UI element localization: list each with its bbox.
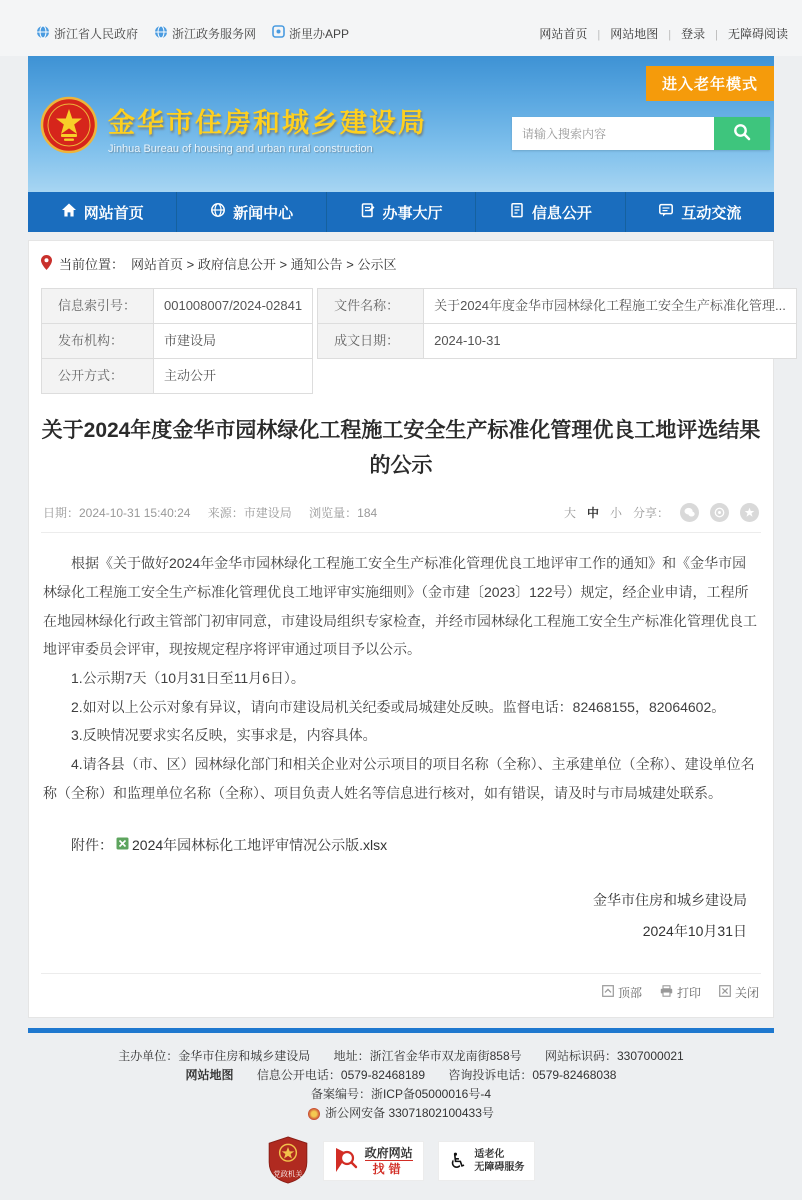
national-emblem-logo bbox=[40, 96, 98, 159]
chevron-up-icon bbox=[602, 985, 614, 1000]
footer-info-tel: 信息公开电话：0579-82468189 bbox=[256, 1068, 425, 1083]
globe-icon bbox=[36, 25, 50, 42]
elder-badge-line2: 无障碍服务 bbox=[474, 1162, 525, 1174]
close-label: 关闭 bbox=[734, 986, 759, 1001]
index-number-value: 001008007/2024-02841 bbox=[164, 298, 303, 313]
footer-sitemap-link[interactable]: 网站地图 bbox=[185, 1068, 234, 1083]
attachment-label: 附件： bbox=[71, 837, 113, 854]
table-row bbox=[41, 288, 313, 324]
excel-file-icon bbox=[116, 837, 129, 853]
home-icon bbox=[61, 202, 77, 222]
topbar-link-label: 浙江省人民政府 bbox=[54, 26, 139, 41]
nav-item-label: 网站首页 bbox=[83, 204, 144, 222]
document-icon bbox=[509, 202, 525, 222]
close-icon bbox=[719, 985, 731, 1000]
site-title: 金华市住房和城乡建设局 bbox=[108, 107, 427, 138]
police-badge-icon bbox=[308, 1108, 320, 1120]
breadcrumb-prefix: 当前位置： bbox=[59, 257, 125, 272]
article-date: 日期：2024-10-31 15:40:24 bbox=[43, 506, 191, 521]
share-wechat-icon[interactable] bbox=[680, 503, 699, 522]
site-banner bbox=[28, 56, 774, 192]
nav-item-label: 信息公开 bbox=[531, 204, 592, 222]
footer-icp-link[interactable]: 备案编号：浙ICP备05000016号-4 bbox=[310, 1087, 492, 1102]
doc-info-right-column bbox=[317, 288, 797, 394]
printer-icon bbox=[660, 985, 673, 1000]
nav-item-label: 互动交流 bbox=[681, 204, 742, 222]
doc-name-value: 关于2024年度金华市园林绿化工程施工安全生产标准化管理... bbox=[434, 298, 786, 313]
footer-complaint-tel: 咨询投诉电话：0579-82468038 bbox=[448, 1068, 617, 1083]
nav-item-service-hall[interactable] bbox=[327, 192, 476, 232]
police-label: 浙公网安备 33071802100433号 bbox=[325, 1106, 494, 1121]
share-label: 分享： bbox=[632, 506, 669, 521]
disclosure-method-label: 公开方式： bbox=[42, 359, 154, 393]
nav-item-interaction[interactable] bbox=[626, 192, 774, 232]
nav-item-label: 办事大厅 bbox=[382, 204, 443, 222]
font-size-small-button[interactable]: 小 bbox=[609, 506, 622, 521]
footer-line-3 bbox=[0, 1087, 802, 1102]
footer bbox=[0, 1033, 802, 1187]
print-button[interactable] bbox=[660, 984, 701, 1001]
search-button[interactable] bbox=[714, 117, 770, 150]
attachment-row bbox=[43, 835, 759, 855]
signoff-date: 2024年10月31日 bbox=[642, 923, 747, 940]
article-meta-bar bbox=[41, 503, 761, 533]
publisher-value: 市建设局 bbox=[164, 333, 217, 348]
font-size-medium-button[interactable]: 中 bbox=[586, 506, 599, 521]
footer-line-2 bbox=[0, 1068, 802, 1083]
nav-item-info-disclosure[interactable] bbox=[476, 192, 625, 232]
main-nav bbox=[28, 192, 774, 232]
paragraph: 4.请各县（市、区）园林绿化部门和相关企业对公示项目的项目名称（全称）、主承建单位（全称）、建设单位名称（全称）和监理单位名称（全称）、项目负责人姓名等信息进行核对，如有错误，请及时与市局城建处联系。 bbox=[43, 756, 755, 801]
table-row bbox=[41, 358, 313, 394]
back-to-top-label: 顶部 bbox=[617, 986, 642, 1001]
site-brand[interactable] bbox=[40, 96, 427, 159]
doc-name-label: 文件名称： bbox=[318, 289, 424, 323]
elder-mode-button[interactable]: 进入老年模式 bbox=[646, 66, 774, 101]
chat-bubble-icon bbox=[658, 202, 674, 222]
topbar-link-label: 浙江政务服务网 bbox=[172, 26, 257, 41]
footer-line-4 bbox=[0, 1106, 802, 1124]
nav-item-news[interactable] bbox=[177, 192, 326, 232]
search-bar bbox=[512, 117, 770, 150]
paragraph: 1.公示期7天（10月31日至11月6日）。 bbox=[71, 670, 305, 687]
breadcrumb-path[interactable]: 网站首页 > 政府信息公开 > 通知公告 > 公示区 bbox=[131, 257, 397, 272]
news-globe-icon bbox=[210, 202, 226, 222]
topbar-left-links bbox=[36, 25, 349, 42]
share-more-icon[interactable] bbox=[740, 503, 759, 522]
index-number-label: 信息索引号： bbox=[42, 289, 154, 323]
article-actions bbox=[41, 973, 761, 1003]
table-row bbox=[317, 288, 797, 324]
article-title: 关于2024年度金华市园林绿化工程施工安全生产标准化管理优良工地评选结果的公示 bbox=[41, 419, 761, 477]
topbar-link-label: 浙里办APP bbox=[289, 26, 350, 41]
paragraph: 3.反映情况要求实名反映，实事求是，内容具体。 bbox=[71, 727, 377, 744]
elder-badge-line1: 适老化 bbox=[474, 1149, 505, 1161]
close-button[interactable] bbox=[719, 984, 759, 1001]
article-body bbox=[29, 533, 773, 807]
back-to-top-button[interactable] bbox=[602, 984, 642, 1001]
doc-date-value: 2024-10-31 bbox=[434, 333, 501, 348]
font-size-large-button[interactable]: 大 bbox=[563, 506, 576, 521]
nav-item-home[interactable] bbox=[28, 192, 177, 232]
document-edit-icon bbox=[360, 202, 376, 222]
footer-police-link[interactable] bbox=[308, 1106, 494, 1121]
find-error-magnifier-icon bbox=[334, 1146, 358, 1177]
gov-site-find-error-badge[interactable] bbox=[323, 1141, 424, 1181]
site-subtitle-en: Jinhua Bureau of housing and urban rural construction bbox=[108, 142, 373, 155]
app-icon bbox=[272, 25, 285, 41]
brand-text bbox=[108, 101, 427, 155]
article-views: 浏览量：184 bbox=[309, 506, 378, 521]
topbar-link-home[interactable]: 网站首页 bbox=[539, 26, 588, 41]
find-error-text bbox=[365, 1146, 413, 1176]
party-gov-badge-label: 党政机关 bbox=[272, 1169, 303, 1179]
footer-line-1 bbox=[0, 1049, 802, 1064]
topbar-link-zhejiang-gov[interactable] bbox=[36, 25, 138, 42]
publisher-label: 发布机构： bbox=[42, 324, 154, 358]
topbar-link-accessibility[interactable]: | 无障碍阅读 bbox=[705, 25, 788, 42]
search-icon bbox=[732, 122, 752, 145]
table-row bbox=[41, 323, 313, 359]
footer-site-code: 网站标识码：3307000021 bbox=[544, 1049, 684, 1064]
topbar-link-login[interactable]: | 登录 bbox=[658, 25, 705, 42]
print-label: 打印 bbox=[676, 986, 701, 1001]
nav-item-label: 新闻中心 bbox=[233, 204, 294, 222]
topbar-link-zheliban-app[interactable] bbox=[272, 25, 349, 42]
location-pin-icon bbox=[41, 255, 52, 273]
topbar-link-zhejiang-service[interactable] bbox=[154, 25, 256, 42]
article-tools bbox=[564, 503, 759, 522]
wheelchair-icon: ♿ bbox=[448, 1149, 468, 1173]
table-row bbox=[317, 323, 797, 359]
topbar-link-sitemap[interactable]: | 网站地图 bbox=[587, 25, 658, 42]
disclosure-method-value: 主动公开 bbox=[164, 368, 217, 383]
footer-host: 主办单位：金华市住房和城乡建设局 bbox=[118, 1049, 311, 1064]
article-meta bbox=[43, 504, 391, 521]
article-signoff bbox=[29, 855, 773, 947]
paragraph: 2.如对以上公示对象有异议，请向市建设局机关纪委或局城建处反映。监督电话：82468155，82064602。 bbox=[71, 698, 726, 715]
globe-icon bbox=[154, 25, 168, 42]
paragraph: 根据《关于做好2024年金华市园林绿化工程施工安全生产标准化管理优良工地评审工作的通知》和《金华市园林绿化工程施工安全生产标准化管理优良工地评审实施细则》（金市建〔2023〕122号）规定，经企业申请，工程所在地园林绿化行政主管部门初审同意，市建设局组织专家检查，并经市园林绿化工程施工安全生产标准化管理优良工地评审委员会评审，现按规定程序将评审通过项目予以公示。 bbox=[43, 555, 757, 658]
attachment-link[interactable]: 2024年园林标化工地评审情况公示版.xlsx bbox=[132, 837, 388, 854]
party-gov-shield-badge bbox=[267, 1136, 309, 1187]
topbar-right-links bbox=[539, 25, 788, 42]
doc-info-table bbox=[41, 288, 786, 394]
article-source: 来源：市建设局 bbox=[207, 506, 292, 521]
search-input[interactable] bbox=[512, 117, 714, 150]
breadcrumb bbox=[29, 241, 773, 284]
footer-address: 地址：浙江省金华市双龙南街858号 bbox=[333, 1049, 522, 1064]
elder-badge-text bbox=[474, 1148, 524, 1174]
topbar bbox=[0, 0, 802, 56]
elder-accessibility-badge[interactable] bbox=[438, 1141, 536, 1181]
content-card bbox=[28, 240, 786, 1018]
signoff-organization: 金华市住房和城乡建设局 bbox=[593, 892, 747, 909]
find-error-line2: 找错 bbox=[365, 1160, 413, 1176]
share-weibo-icon[interactable] bbox=[710, 503, 729, 522]
doc-date-label: 成文日期： bbox=[318, 324, 424, 358]
footer-badges bbox=[0, 1136, 802, 1187]
find-error-line1: 政府网站 bbox=[364, 1146, 413, 1161]
doc-info-left-column bbox=[41, 288, 313, 394]
